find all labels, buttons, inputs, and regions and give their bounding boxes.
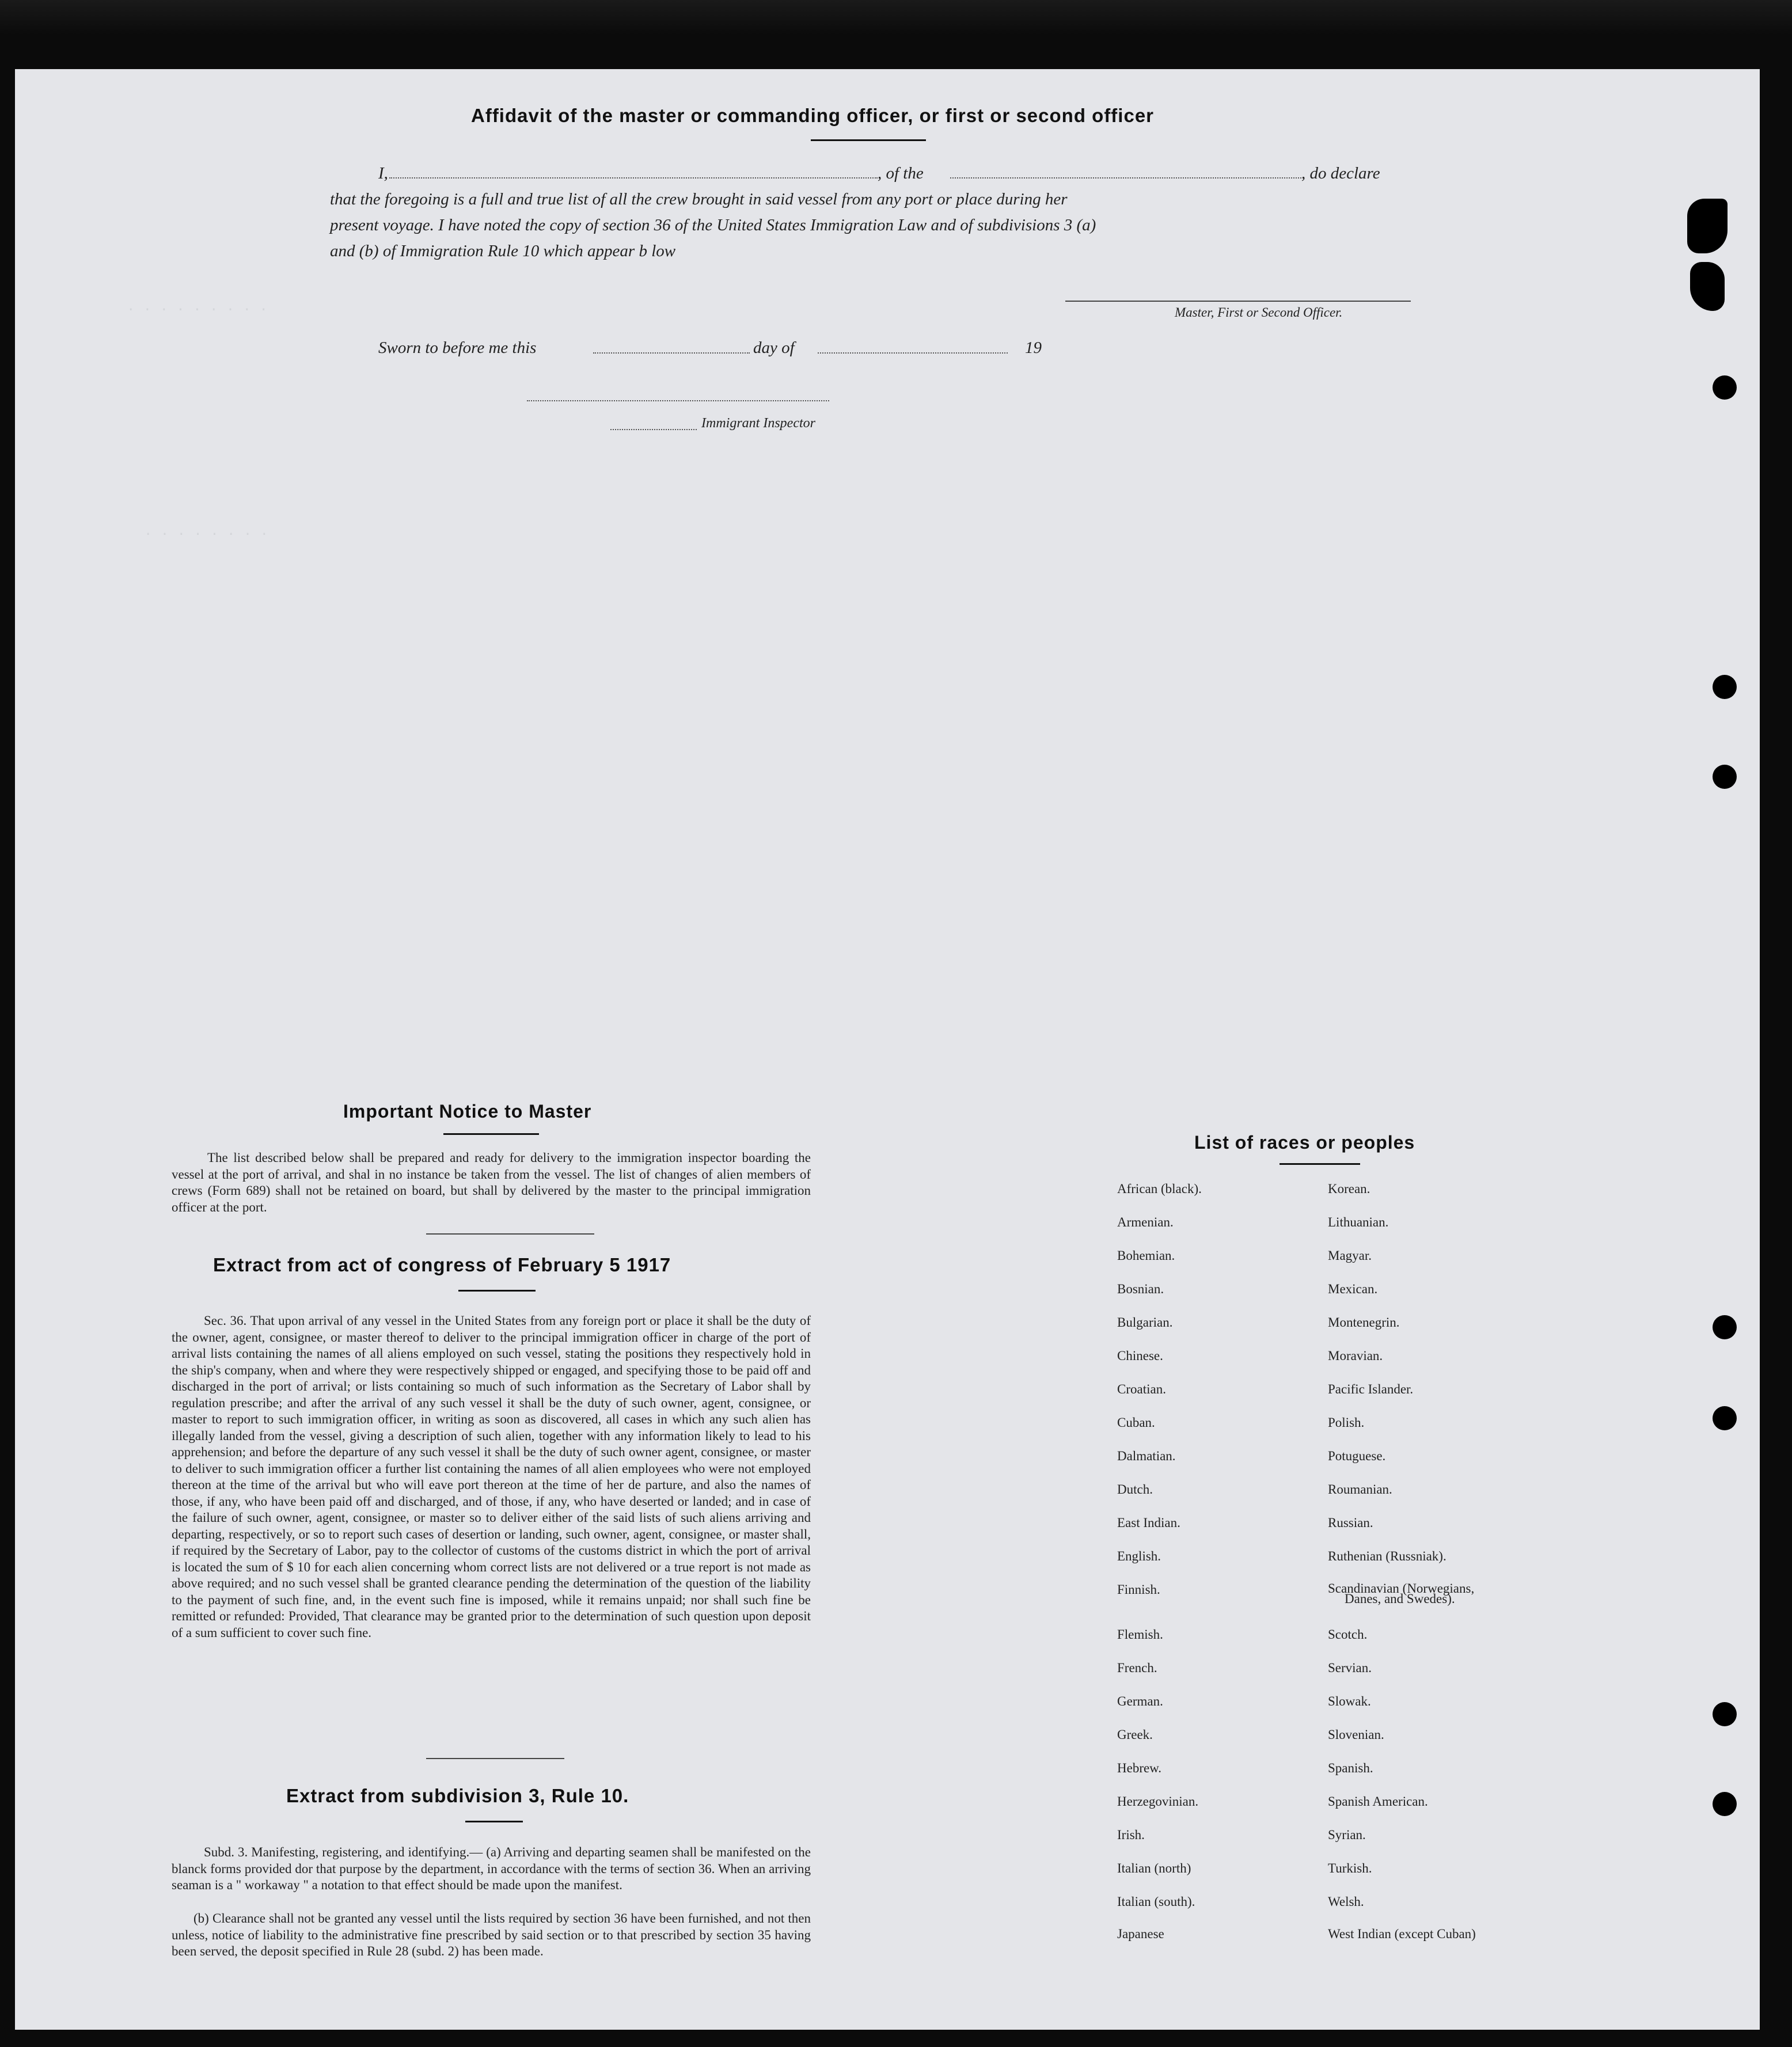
race-item: Armenian. (1117, 1215, 1174, 1229)
punch-hole (1713, 1315, 1737, 1339)
race-item: Flemish. (1117, 1627, 1163, 1642)
race-item: Japanese (1117, 1927, 1164, 1941)
race-item: Hebrew. (1117, 1761, 1162, 1775)
signature-line (1065, 301, 1411, 302)
races-title: List of races or peoples (1194, 1132, 1415, 1153)
race-item: Finnish. (1117, 1582, 1160, 1597)
affidavit-text-line: that the foregoing is a full and true list of all the crew brought in said vessel from any port or place during her (330, 190, 1068, 208)
punch-hole (1713, 765, 1737, 789)
race-item: Italian (south). (1117, 1894, 1195, 1909)
affidavit-text-line: and (b) of Immigration Rule 10 which appear b low (330, 242, 676, 260)
affidavit-line-i: I, (378, 164, 388, 183)
race-item: Potuguese. (1328, 1449, 1386, 1463)
section-divider (426, 1758, 564, 1759)
race-item: Herzegovinian. (1117, 1794, 1199, 1809)
races-underline (1280, 1163, 1360, 1165)
race-item: Bohemian. (1117, 1248, 1175, 1263)
punch-hole (1713, 375, 1737, 400)
race-item: Scandinavian (Norwegians, (1328, 1581, 1475, 1596)
subdivision-3b-text: (b) Clearance shall not be granted any vessel until the lists required by section 36 have been furnished, and not then unless, notice of liability to the administrative fine prescribed by said section or to that prescribed by section 35 having been served, the deposit specified in Rule 28 (subd. 2) has been made. (172, 1911, 811, 1958)
edge-blot (1687, 199, 1728, 253)
race-item: Turkish. (1328, 1861, 1372, 1875)
race-item: Montenegrin. (1328, 1315, 1400, 1330)
race-item: Danes, and Swedes). (1345, 1592, 1455, 1606)
section-divider (426, 1233, 594, 1235)
subdivision-3a-text: Subd. 3. Manifesting, registering, and identifying.— (a) Arriving and departing seamen shall be manifested on the blanck forms provided dor that purpose by the department, in accordance with the terms of section 36. When an arriving seaman is a " workaway " a notation to that effect should be made upon the manifest. (172, 1845, 811, 1892)
race-item: Slowak. (1328, 1694, 1371, 1708)
race-item: German. (1117, 1694, 1163, 1708)
race-item: Irish. (1117, 1828, 1145, 1842)
race-item: Korean. (1328, 1182, 1370, 1196)
race-item: Ruthenian (Russniak). (1328, 1549, 1446, 1563)
extract-rule-underline (465, 1821, 523, 1822)
race-item: Servian. (1328, 1661, 1372, 1675)
race-item: Italian (north) (1117, 1861, 1191, 1875)
vessel-blank[interactable] (950, 177, 1301, 179)
race-item: Moravian. (1328, 1349, 1383, 1363)
notice-title: Important Notice to Master (343, 1101, 592, 1122)
race-item: African (black). (1117, 1182, 1202, 1196)
name-blank[interactable] (389, 177, 878, 179)
year-text: 19 (1025, 339, 1042, 357)
race-item: Roumanian. (1328, 1482, 1392, 1497)
extract-act-title: Extract from act of congress of February 5 1917 (213, 1254, 671, 1275)
scanner-top-edge (0, 0, 1792, 35)
race-item: French. (1117, 1661, 1157, 1675)
punch-hole (1713, 675, 1737, 699)
punch-hole (1713, 1792, 1737, 1816)
inspector-sign-blank[interactable] (610, 429, 697, 430)
race-item: Chinese. (1117, 1349, 1163, 1363)
race-item: Welsh. (1328, 1894, 1364, 1909)
affidavit-line-declare: , do declare (1301, 164, 1380, 183)
race-item: Polish. (1328, 1415, 1365, 1430)
day-blank[interactable] (593, 352, 750, 354)
title-underline (811, 139, 926, 141)
race-item: English. (1117, 1549, 1161, 1563)
extract-rule-title: Extract from subdivision 3, Rule 10. (286, 1785, 629, 1806)
race-item: Croatian. (1117, 1382, 1166, 1396)
punch-hole (1713, 1702, 1737, 1726)
race-item: Dalmatian. (1117, 1449, 1176, 1463)
day-of-text: day of (753, 339, 795, 357)
document-page (15, 69, 1760, 2030)
affidavit-title: Affidavit of the master or commanding officer, or first or second officer (471, 105, 1155, 126)
race-item: Cuban. (1117, 1415, 1155, 1430)
punch-hole (1713, 1406, 1737, 1430)
month-blank[interactable] (818, 352, 1008, 354)
race-item: Greek. (1117, 1727, 1153, 1742)
race-item: Spanish American. (1328, 1794, 1428, 1809)
notice-text: The list described below shall be prepared and ready for delivery to the immigration inspector boarding the vessel at the port of arrival, and shal in no instance be taken from the vessel. The list of changes of alien members of crews (Form 689) shall not be retained on board, but shall by delivered by the master to the principal immigration officer at the port. (172, 1150, 811, 1214)
race-item: Syrian. (1328, 1828, 1366, 1842)
signature-label: Master, First or Second Officer. (1175, 305, 1343, 320)
race-item: Slovenian. (1328, 1727, 1384, 1742)
race-item: Scotch. (1328, 1627, 1368, 1642)
sworn-text: Sworn to before me this (378, 339, 537, 357)
race-item: Magyar. (1328, 1248, 1372, 1263)
inspector-label: Immigrant Inspector (701, 416, 815, 431)
race-item: Bosnian. (1117, 1282, 1164, 1296)
race-item: Lithuanian. (1328, 1215, 1389, 1229)
section-36-text: Sec. 36. That upon arrival of any vessel in the United States from any foreign port or place it shall be the duty of the owner, agent, consignee, or master thereof to deliver to the principal immigration officer in charge of the port of arrival lists containing the names of all aliens employed on such vessel, stating the positions they respectively hold in the ship's company, when and where they were respectively shipped or engaged, and specifying those to be paid off and discharged in the port of arrival; or lists containing so much of such information as the Secretary of Labor shall by regulation prescribe; and after the arrival of any such vessel it shall be the duty of such owner, agent, consignee, or master to report to such immigration officer, in writing as soon as discovered, all cases in which any such alien has illegally landed from the vessel, giving a description of such alien, together with any information likely to lead to his apprehension; and before the departure of any such vessel it shall be the duty of such owner agent, consignee, or master to deliver to such immigration officer a further list containing the names of all alien employees who were not employed thereon at the time of the arrival but who will eave port thereon at the time of her de parture, and also the names of those, if any, who have been paid off and discharged, and of those, if any, who have deserted or landed; and in case of the failure of such owner, agent, consignee, or master so to deliver either of the said lists of such aliens arriving and departing, respectively, or so to report such cases of desertion or landing, such owner, agent, consignee, or master shall, if required by the Secretary of Labor, pay to the collector of customs of the customs district in which the port of arrival is located the sum of $ 10 for each alien concerning whom correct lists are not delivered or a true report is not made as above required; and no such vessel shall be granted clearance pending the determination of the question of the liability to the payment of such fine, and, in the event such fine is imposed, while it remains unpaid; nor shall such fine be remitted or refunded: Provided, That clearance may be granted prior to the determination of such question upon deposit of a sum sufficient to cover such fine. (172, 1313, 811, 1640)
race-item: Spanish. (1328, 1761, 1373, 1775)
affidavit-text-line: present voyage. I have noted the copy of section 36 of the United States Immigration Law and of subdivisions 3 (a) (330, 216, 1096, 234)
race-item: East Indian. (1117, 1516, 1180, 1530)
affidavit-line-of: , of the (878, 164, 924, 183)
bleed-through-text: · · · · · · · · (144, 527, 269, 542)
inspector-sign-blank[interactable] (527, 400, 829, 401)
race-item: Pacific Islander. (1328, 1382, 1414, 1396)
race-item: Mexican. (1328, 1282, 1378, 1296)
race-item: Russian. (1328, 1516, 1373, 1530)
race-item: West Indian (except Cuban) (1328, 1927, 1476, 1941)
notice-underline (443, 1133, 539, 1135)
bleed-through-text: · · · · · · · · · (127, 302, 268, 318)
race-item: Bulgarian. (1117, 1315, 1173, 1330)
extract-act-underline (458, 1290, 536, 1292)
race-item: Dutch. (1117, 1482, 1153, 1497)
